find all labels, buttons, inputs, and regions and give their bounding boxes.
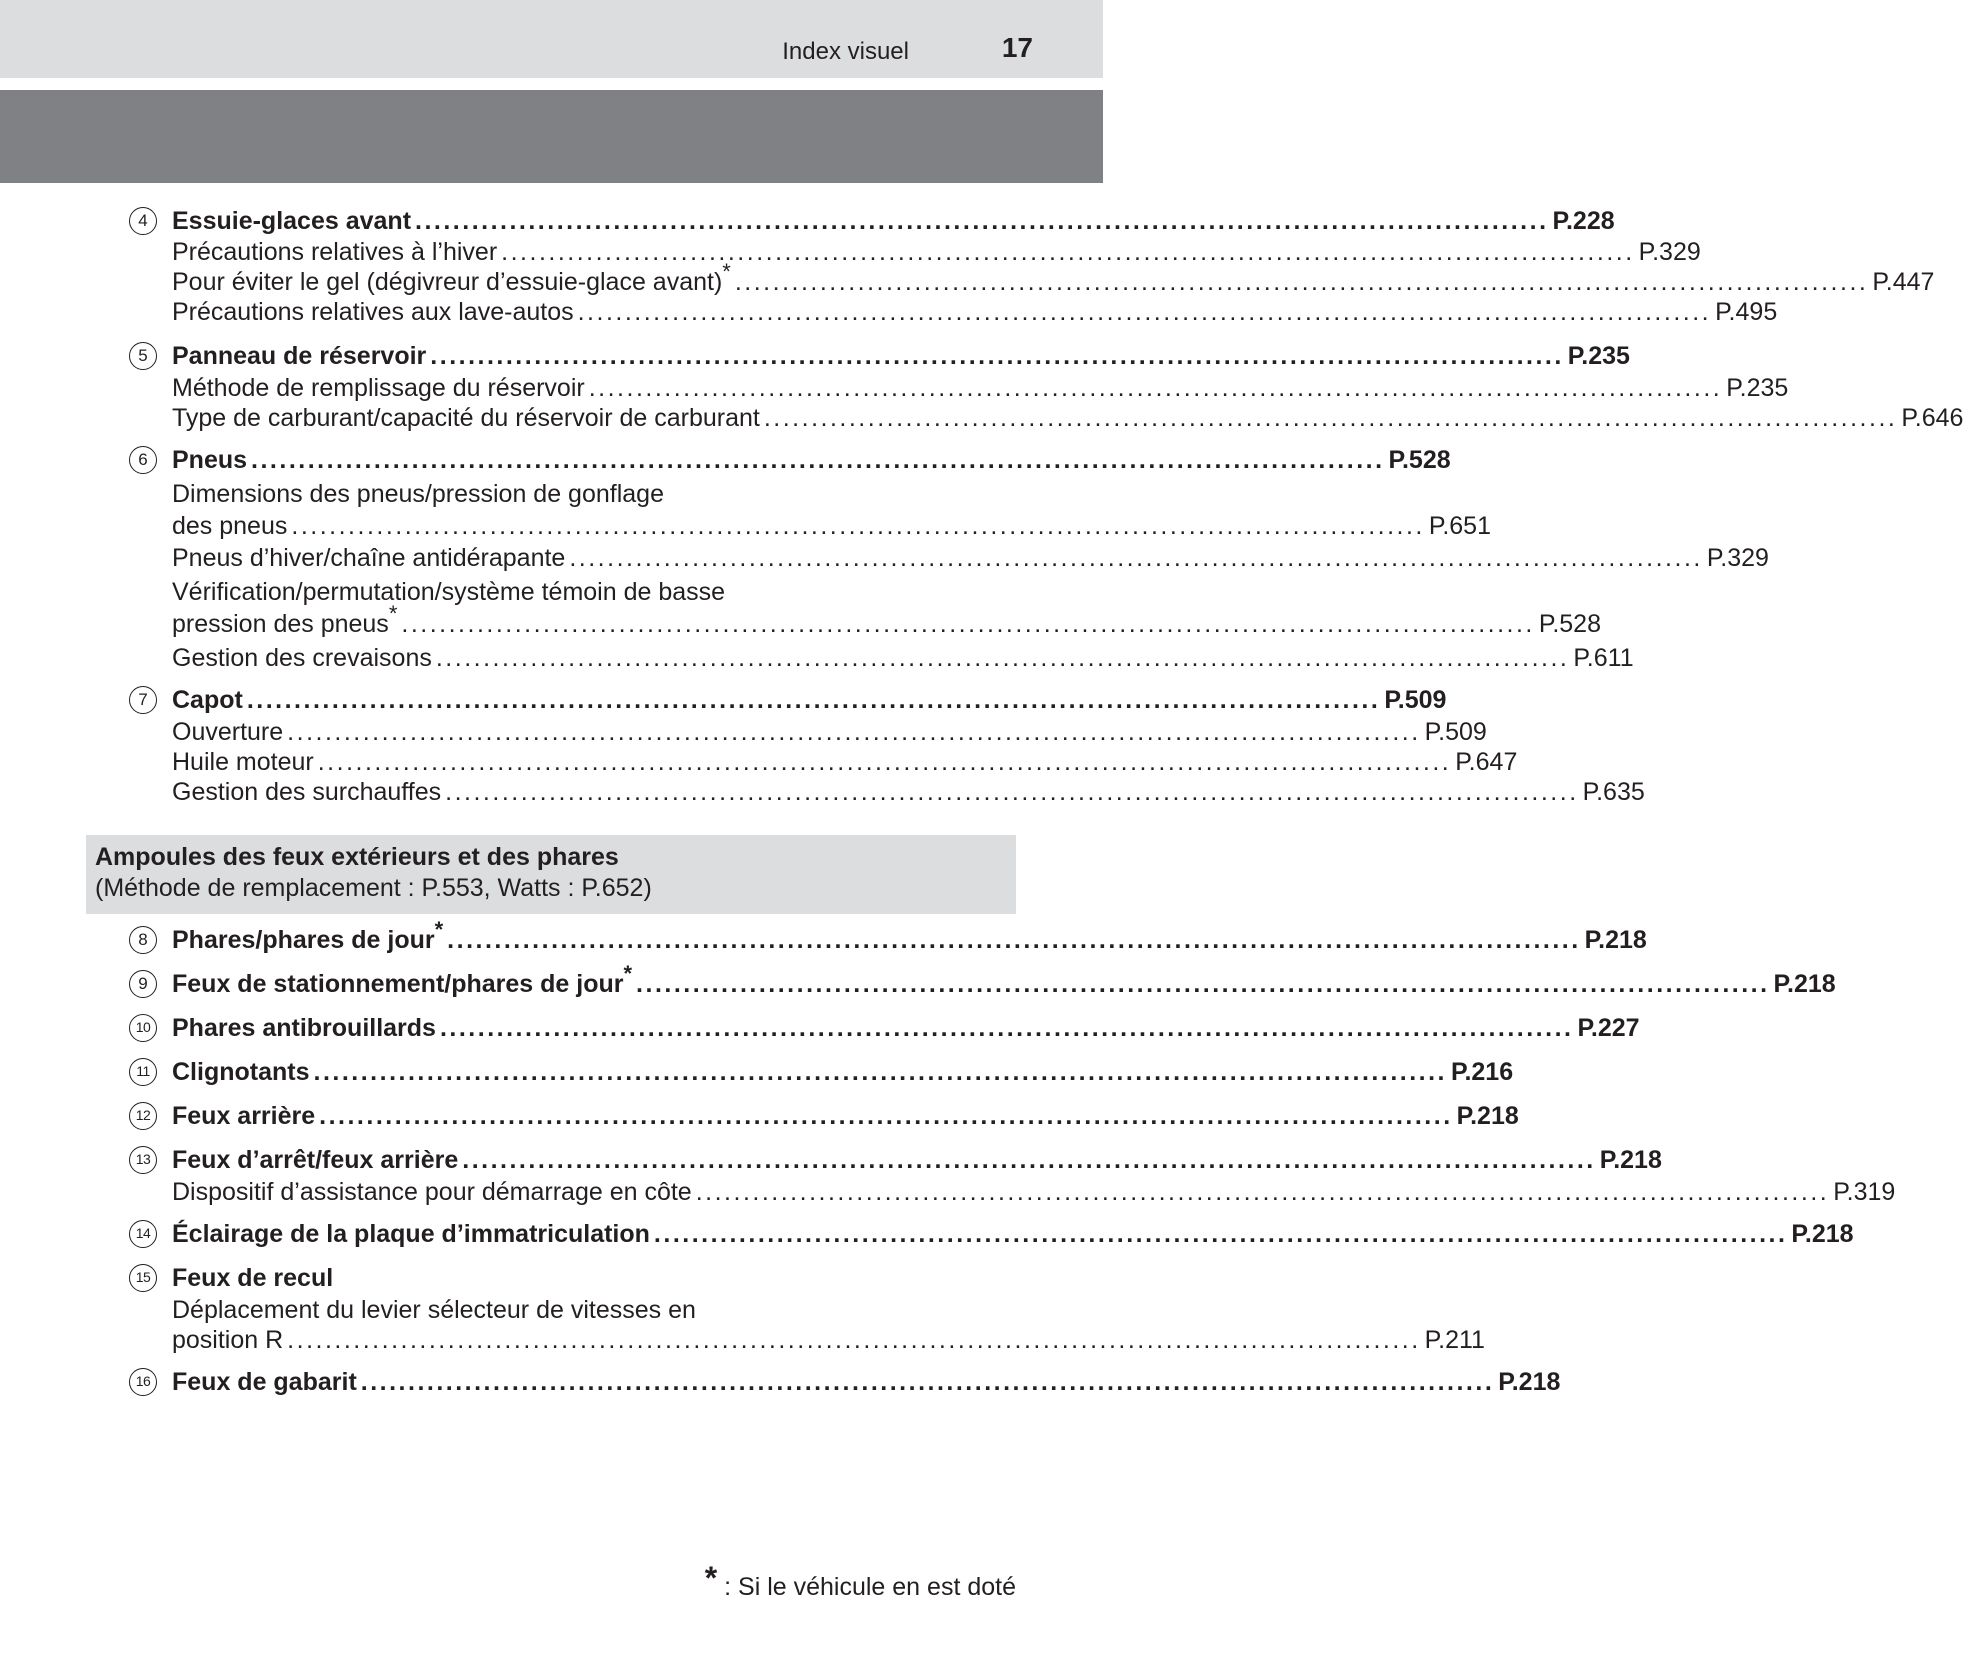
entry-label bbox=[172, 1324, 283, 1356]
item-number-8: 8 bbox=[129, 926, 157, 954]
leader-dots: ........................................................................................................................ bbox=[588, 374, 1723, 402]
page-reference[interactable]: P.611 bbox=[1573, 644, 1634, 672]
asterisk-mark: * bbox=[434, 916, 444, 942]
light-item-16[interactable] bbox=[172, 1366, 1561, 1398]
entry-label-text: Phares/phares de jour bbox=[172, 926, 435, 954]
item-number-15: 15 bbox=[129, 1264, 157, 1292]
entry-label-text: Éclairage de la plaque d’immatriculation bbox=[172, 1220, 650, 1248]
page-reference[interactable]: P.235 bbox=[1567, 342, 1630, 370]
item-6[interactable] bbox=[172, 444, 1451, 476]
entry-label bbox=[172, 372, 585, 404]
page-reference[interactable]: P.218 bbox=[1599, 1146, 1662, 1174]
page-reference[interactable]: P.211 bbox=[1424, 1326, 1485, 1354]
leader-dots: ........................................................................................................................ bbox=[246, 686, 1381, 714]
entry-label bbox=[172, 296, 574, 328]
entry-label bbox=[172, 1012, 436, 1044]
entry-label-text: Dispositif d’assistance pour démarrage en côte bbox=[172, 1178, 692, 1206]
page-number: 17 bbox=[1001, 32, 1033, 63]
entry-label-text: Précautions relatives à l’hiver bbox=[172, 238, 498, 266]
lights-section-box bbox=[86, 835, 1016, 914]
entry-label-text: Pneus bbox=[172, 446, 248, 474]
leader-dots: ........................................................................................................................ bbox=[360, 1368, 1495, 1396]
page-reference[interactable]: P.528 bbox=[1538, 610, 1601, 638]
item-number-5: 5 bbox=[129, 342, 157, 370]
entry-label bbox=[172, 1176, 692, 1208]
entry-label-text: position R bbox=[172, 1326, 284, 1354]
page-reference[interactable]: P.218 bbox=[1584, 926, 1647, 954]
leader-dots: ........................................................................................................................ bbox=[569, 544, 1703, 572]
entry-label-text: Pneus d’hiver/chaîne antidérapante bbox=[172, 544, 566, 572]
section-name: Index visuel bbox=[782, 38, 909, 65]
entry-label bbox=[172, 716, 283, 748]
leader-dots: ........................................................................................................................ bbox=[430, 342, 1564, 370]
page-reference[interactable]: P.235 bbox=[1726, 374, 1789, 402]
page-reference[interactable]: P.509 bbox=[1424, 718, 1487, 746]
light-item-12[interactable] bbox=[172, 1100, 1519, 1132]
light-item-10[interactable] bbox=[172, 1012, 1640, 1044]
entry-label bbox=[172, 1262, 333, 1294]
item-5[interactable] bbox=[172, 340, 1630, 372]
entry-label-text: Clignotants bbox=[172, 1058, 310, 1086]
leader-dots: ........................................................................................................................ bbox=[763, 404, 1898, 432]
leader-dots: ........................................................................................................................ bbox=[401, 610, 1535, 638]
entry-label bbox=[172, 642, 432, 674]
entry-label bbox=[172, 340, 426, 372]
leader-dots: ........................................................................................................................ bbox=[734, 268, 1869, 296]
sub-item[interactable] bbox=[172, 258, 1935, 298]
sub-item[interactable] bbox=[172, 236, 1701, 268]
light-item-11[interactable] bbox=[172, 1056, 1514, 1088]
entry-label-line: Vérification/permutation/système témoin de basse bbox=[172, 578, 726, 606]
item-number-13: 13 bbox=[129, 1146, 157, 1174]
sub-item[interactable] bbox=[172, 296, 1778, 328]
page-reference[interactable]: P.216 bbox=[1451, 1058, 1514, 1086]
item-number-16: 16 bbox=[129, 1368, 157, 1396]
header-dark-band bbox=[0, 90, 1103, 183]
lights-section-subtitle: (Méthode de remplacement : P.553, Watts : P.652) bbox=[95, 874, 652, 902]
sub-item[interactable] bbox=[172, 402, 1963, 434]
leader-dots: ........................................................................................................................ bbox=[447, 926, 1581, 954]
entry-label-line: Déplacement du levier sélecteur de vitesses en bbox=[172, 1296, 696, 1324]
entry-label bbox=[172, 776, 441, 808]
entry-label-line: Dimensions des pneus/pression de gonflage bbox=[172, 480, 664, 508]
entry-label bbox=[172, 916, 444, 956]
entry-label-text: des pneus bbox=[172, 512, 288, 540]
entry-label bbox=[172, 1366, 357, 1398]
item-number-11: 11 bbox=[129, 1058, 157, 1086]
leader-dots: ........................................................................................................................ bbox=[287, 1326, 1421, 1354]
asterisk-mark: * bbox=[623, 960, 633, 986]
footnote-text: : Si le véhicule en est doté bbox=[724, 1573, 1016, 1601]
leader-dots: ........................................................................................................................ bbox=[287, 718, 1421, 746]
sub-item[interactable] bbox=[172, 746, 1518, 778]
header-band bbox=[0, 0, 1103, 78]
page-reference[interactable]: P.646 bbox=[1901, 404, 1963, 432]
sub-item[interactable] bbox=[172, 716, 1487, 748]
entry-label-text: Pour éviter le gel (dégivreur d’essuie-glace avant) bbox=[172, 268, 723, 296]
light-item-13[interactable] bbox=[172, 1144, 1662, 1176]
page-reference[interactable]: P.447 bbox=[1872, 268, 1935, 296]
leader-dots: ........................................................................................................................ bbox=[251, 446, 1385, 474]
leader-dots: ........................................................................................................................ bbox=[435, 644, 1570, 672]
item-7[interactable] bbox=[172, 684, 1447, 716]
sub-item[interactable] bbox=[172, 1324, 1485, 1356]
item-number-4: 4 bbox=[129, 207, 157, 235]
leader-dots: ........................................................................................................................ bbox=[462, 1146, 1596, 1174]
entry-label bbox=[172, 402, 760, 434]
entry-label bbox=[172, 1218, 650, 1250]
leader-dots: ........................................................................................................................ bbox=[653, 1220, 1788, 1248]
leader-dots: ........................................................................................................................ bbox=[636, 970, 1770, 998]
entry-label-text: Gestion des crevaisons bbox=[172, 644, 432, 672]
page-reference[interactable]: P.218 bbox=[1456, 1102, 1519, 1130]
entry-label-text: Feux de stationnement/phares de jour bbox=[172, 970, 624, 998]
entry-label-text: Gestion des surchauffes bbox=[172, 778, 442, 806]
entry-label bbox=[172, 960, 633, 1000]
item-number-6: 6 bbox=[129, 446, 157, 474]
leader-dots: ........................................................................................................................ bbox=[577, 298, 1712, 326]
lights-section-title: Ampoules des feux extérieurs et des phares bbox=[95, 843, 619, 871]
page-reference[interactable]: P.319 bbox=[1833, 1178, 1896, 1206]
entry-label-text: Feux de recul bbox=[172, 1264, 334, 1292]
leader-dots: ........................................................................................................................ bbox=[695, 1178, 1830, 1206]
item-4[interactable] bbox=[172, 205, 1615, 237]
page-reference[interactable]: P.651 bbox=[1428, 512, 1491, 540]
light-item-15[interactable] bbox=[172, 1262, 967, 1294]
entry-label bbox=[172, 1144, 458, 1176]
sub-item[interactable] bbox=[172, 642, 1634, 674]
entry-label-text: pression des pneus bbox=[172, 610, 389, 638]
sub-item[interactable] bbox=[172, 510, 1491, 542]
entry-label bbox=[172, 1056, 310, 1088]
item-number-9: 9 bbox=[129, 970, 157, 998]
entry-label bbox=[172, 236, 497, 268]
entry-label-text: Ouverture bbox=[172, 718, 284, 746]
leader-dots: ........................................................................................................................ bbox=[415, 207, 1549, 235]
sub-item[interactable] bbox=[172, 776, 1645, 808]
entry-label-text: Méthode de remplissage du réservoir bbox=[172, 374, 585, 402]
entry-label bbox=[172, 600, 398, 640]
entry-label bbox=[172, 444, 247, 476]
page-reference[interactable]: P.218 bbox=[1773, 970, 1836, 998]
entry-label-text: Feux de gabarit bbox=[172, 1368, 357, 1396]
page-reference[interactable]: P.218 bbox=[1498, 1368, 1561, 1396]
entry-label-text: Essuie-glaces avant bbox=[172, 207, 412, 235]
entry-label bbox=[172, 684, 243, 716]
asterisk-mark: * bbox=[722, 258, 731, 284]
light-item-14[interactable] bbox=[172, 1218, 1854, 1250]
leader-dots: ........................................................................................................................ bbox=[501, 238, 1635, 266]
sub-item[interactable] bbox=[172, 542, 1769, 574]
leader-dots: ........................................................................................................................ bbox=[291, 512, 1425, 540]
footnote-star: * bbox=[704, 1560, 718, 1596]
entry-label-text: Précautions relatives aux lave-autos bbox=[172, 298, 574, 326]
entry-label bbox=[172, 258, 731, 298]
leader-dots: ........................................................................................................................ bbox=[313, 1058, 1447, 1086]
light-item-9[interactable] bbox=[172, 960, 1836, 1000]
entry-label-text: Feux arrière bbox=[172, 1102, 316, 1130]
entry-label-text: Panneau de réservoir bbox=[172, 342, 427, 370]
page-reference[interactable]: P.228 bbox=[1552, 207, 1615, 235]
sub-item[interactable] bbox=[172, 372, 1789, 404]
page-reference[interactable]: P.218 bbox=[1791, 1220, 1854, 1248]
leader-dots: ........................................................................................................................ bbox=[317, 748, 1452, 776]
item-number-14: 14 bbox=[129, 1220, 157, 1248]
entry-label-text: Capot bbox=[172, 686, 243, 714]
item-number-7: 7 bbox=[129, 686, 157, 714]
page-reference[interactable]: P.227 bbox=[1577, 1014, 1640, 1042]
page-reference[interactable]: P.635 bbox=[1582, 778, 1645, 806]
entry-label-text: Feux d’arrêt/feux arrière bbox=[172, 1146, 459, 1174]
entry-label bbox=[172, 542, 565, 574]
page-reference[interactable]: P.509 bbox=[1384, 686, 1447, 714]
entry-label bbox=[172, 746, 314, 778]
page-reference[interactable]: P.329 bbox=[1706, 544, 1769, 572]
leader-dots: ........................................................................................................................ bbox=[445, 778, 1579, 806]
leader-dots: ........................................................................................................................ bbox=[439, 1014, 1574, 1042]
entry-label-text: Phares antibrouillards bbox=[172, 1014, 436, 1042]
leader-dots: ........................................................................................................................ bbox=[319, 1102, 1453, 1130]
page-reference[interactable]: P.329 bbox=[1638, 238, 1701, 266]
entry-label bbox=[172, 1100, 315, 1132]
item-number-12: 12 bbox=[129, 1102, 157, 1130]
entry-label-text: Type de carburant/capacité du réservoir de carburant bbox=[172, 404, 760, 432]
footnote bbox=[704, 1560, 1016, 1604]
page-reference[interactable]: P.647 bbox=[1455, 748, 1518, 776]
page-reference[interactable]: P.528 bbox=[1388, 446, 1451, 474]
entry-label bbox=[172, 510, 287, 542]
entry-label bbox=[172, 205, 411, 237]
page-reference[interactable]: P.495 bbox=[1715, 298, 1778, 326]
sub-item[interactable] bbox=[172, 1176, 1896, 1208]
asterisk-mark: * bbox=[388, 600, 398, 626]
item-number-10: 10 bbox=[129, 1014, 157, 1042]
sub-item[interactable] bbox=[172, 600, 1601, 640]
light-item-8[interactable] bbox=[172, 916, 1647, 956]
entry-label-text: Huile moteur bbox=[172, 748, 314, 776]
